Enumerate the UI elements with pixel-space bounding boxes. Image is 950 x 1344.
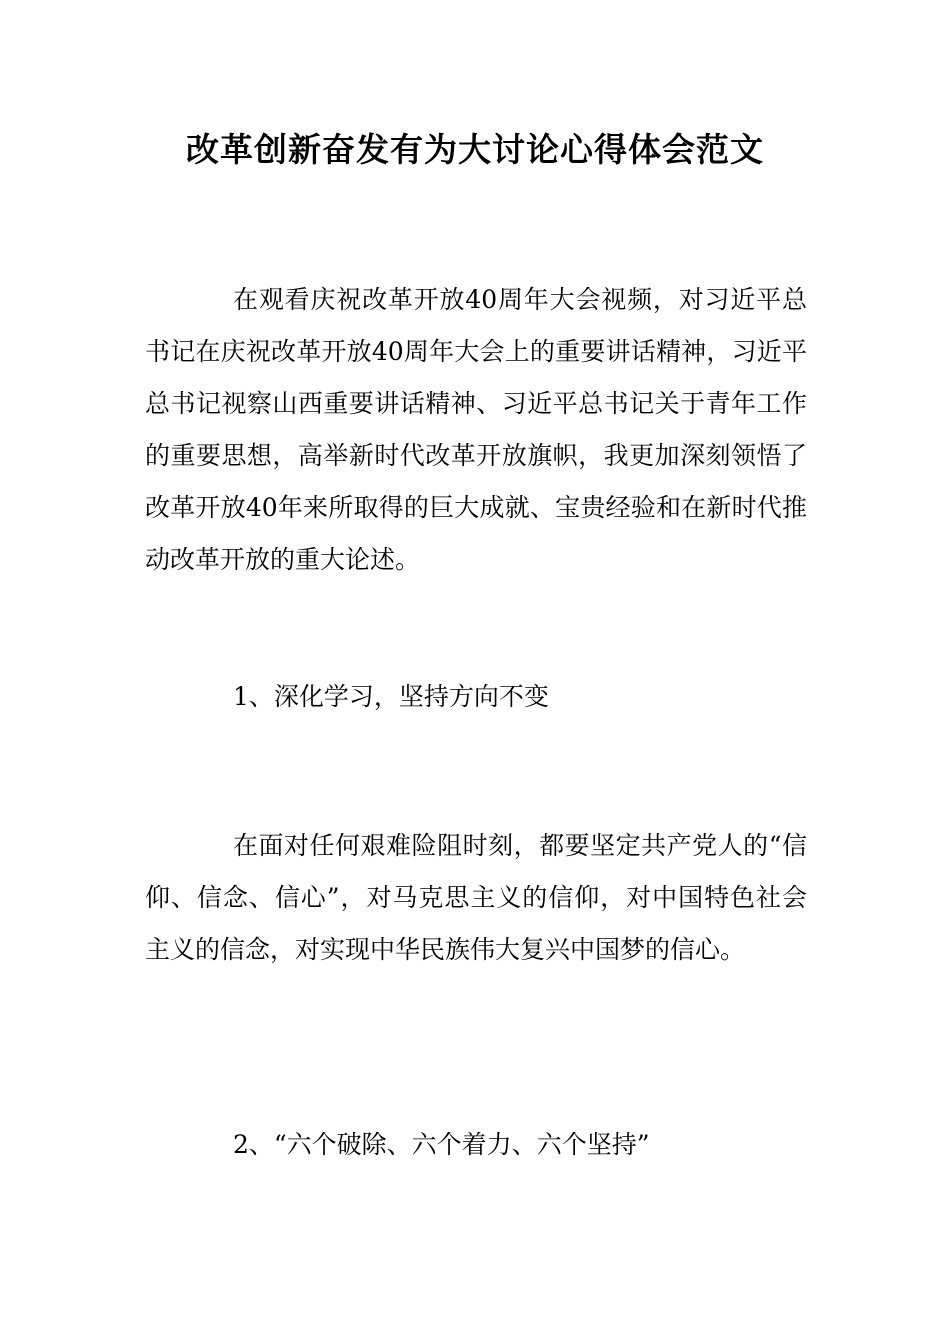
document-title: 改革创新奋发有为大讨论心得体会范文 [186, 130, 764, 169]
section-heading-1: 1、深化学习，坚持方向不变 [233, 682, 549, 711]
section-heading-2: 2、“六个破除、六个着力、六个坚持” [233, 1130, 650, 1159]
body-paragraph-intro: 在观看庆祝改革开放40周年大会视频，对习近平总书记在庆祝改革开放40周年大会上的重要讲话精神，习近平总书记视察山西重要讲话精神、习近平总书记关于青年工作的重要思想，高举新时代改革开放旗帜，我更加深刻领悟了改革开放40年来所取得的巨大成就、宝贵经验和在新时代推动改革开放的重大论述。 [145, 285, 807, 574]
body-paragraph-beliefs: 在面对任何艰难险阻时刻，都要坚定共产党人的“信仰、信念、信心”，对马克思主义的信仰，对中国特色社会主义的信念，对实现中华民族伟大复兴中国梦的信心。 [145, 831, 807, 964]
